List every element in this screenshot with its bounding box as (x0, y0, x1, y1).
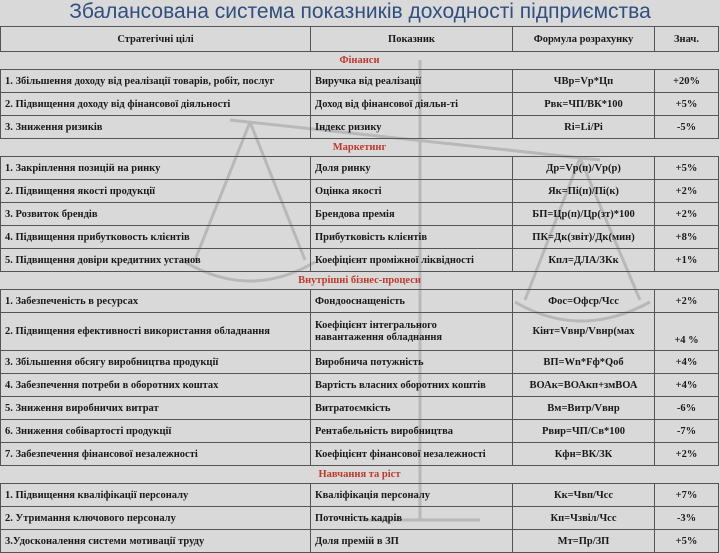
table-row (1, 443, 719, 466)
value-cell: -6% (655, 397, 719, 420)
value-cell: +4% (655, 351, 719, 374)
table-row (1, 116, 719, 139)
value-cell: +2% (655, 443, 719, 466)
formula-cell: Ri=Li/Pi (513, 116, 655, 139)
formula-cell: Кпл=ДЛА/ЗКк (513, 249, 655, 272)
page-title: Збалансована система показників доходності підприємства (69, 0, 651, 23)
indicator-cell: Доля ринку (311, 157, 513, 180)
goal-cell: 3. Розвиток брендів (1, 203, 311, 226)
table-row (1, 180, 719, 203)
indicator-cell: Рентабельність виробництва (311, 420, 513, 443)
value-cell: -7% (655, 420, 719, 443)
value-cell: +5% (655, 530, 719, 553)
section-row (1, 52, 719, 70)
table-row (1, 484, 719, 507)
formula-cell: Мт=Пр/ЗП (513, 530, 655, 553)
value-cell: +5% (655, 93, 719, 116)
table-row (1, 397, 719, 420)
value-cell: +7% (655, 484, 719, 507)
indicator-cell: Доля премій в ЗП (311, 530, 513, 553)
formula-cell: Рвир=ЧП/Св*100 (513, 420, 655, 443)
indicator-cell: Кваліфікація персоналу (311, 484, 513, 507)
indicator-cell: Оцінка якості (311, 180, 513, 203)
goal-cell: 7. Забезпечення фінансової незалежності (1, 443, 311, 466)
value-cell: +8% (655, 226, 719, 249)
formula-cell: Кк=Чвп/Чсс (513, 484, 655, 507)
goal-cell: 4. Забезпечення потреби в оборотних коштах (1, 374, 311, 397)
value-cell: +20% (655, 70, 719, 93)
goal-cell: 1. Забезпеченість в ресурсах (1, 290, 311, 313)
goal-cell: 5. Зниження виробничих витрат (1, 397, 311, 420)
formula-cell: Рвк=ЧП/ВК*100 (513, 93, 655, 116)
goal-cell: 3.Удосконалення системи мотивації труду (1, 530, 311, 553)
table-row (1, 70, 719, 93)
section-title: Навчання та ріст (1, 466, 719, 484)
goal-cell: 2. Підвищення доходу від фінансової діяльності (1, 93, 311, 116)
indicator-cell: Доход від фінансової діяльн-ті (311, 93, 513, 116)
value-cell: +4% (655, 374, 719, 397)
table-row (1, 290, 719, 313)
goal-cell: 2. Підвищення ефективності використання обладнання (1, 313, 311, 351)
goal-cell: 2. Підвищення якості продукції (1, 180, 311, 203)
formula-cell: ПК=Дк(звіт)/Дк(мин) (513, 226, 655, 249)
section-title: Маркетинг (1, 139, 719, 157)
header-formula: Формула розрахунку (513, 27, 655, 52)
value-cell: +2% (655, 290, 719, 313)
table-row (1, 93, 719, 116)
goal-cell: 5. Підвищення довіри кредитних установ (1, 249, 311, 272)
formula-cell: Як=Пі(п)/Пі(к) (513, 180, 655, 203)
indicator-cell: Фондооснащеність (311, 290, 513, 313)
value-cell: -5% (655, 116, 719, 139)
section-title: Фінанси (1, 52, 719, 70)
section-title: Внутрішні бізнес-процеси (1, 272, 719, 290)
header-row (1, 27, 719, 52)
value-cell: +5% (655, 157, 719, 180)
formula-cell: Кінт=Vвнр/Vвнр(мах (513, 313, 655, 351)
formula-cell: Кфн=ВК/ЗК (513, 443, 655, 466)
formula-cell: ВОАк=ВОАкп+змВОА (513, 374, 655, 397)
goal-cell: 3. Зниження ризиків (1, 116, 311, 139)
indicator-cell: Прибутковість клієнтів (311, 226, 513, 249)
goal-cell: 1. Збільшення доходу від реалізації товарів, робіт, послуг (1, 70, 311, 93)
table-row (1, 420, 719, 443)
value-cell: -3% (655, 507, 719, 530)
goal-cell: 3. Збільшення обсягу виробництва продукції (1, 351, 311, 374)
goal-cell: 2. Утримання ключового персоналу (1, 507, 311, 530)
section-row (1, 139, 719, 157)
table-row (1, 157, 719, 180)
value-cell: +4 % (655, 313, 719, 351)
balanced-scorecard-table (0, 26, 719, 553)
header-goal: Стратегічні цілі (1, 27, 311, 52)
formula-cell: БП=Цр(п)/Цр(зт)*100 (513, 203, 655, 226)
indicator-cell: Виробнича потужність (311, 351, 513, 374)
indicator-cell: Поточність кадрів (311, 507, 513, 530)
formula-cell: Др=Vр(п)/Vр(р) (513, 157, 655, 180)
table-row (1, 374, 719, 397)
table-row (1, 507, 719, 530)
formula-cell: Кп=Чзвіл/Чсс (513, 507, 655, 530)
header-value: Знач. (655, 27, 719, 52)
formula-cell: ЧВр=Vр*Цп (513, 70, 655, 93)
table-row (1, 226, 719, 249)
table-row (1, 249, 719, 272)
formula-cell: Фос=Офср/Чсс (513, 290, 655, 313)
table-row (1, 203, 719, 226)
table-row (1, 313, 719, 351)
goal-cell: 4. Підвищення прибутковость клієнтів (1, 226, 311, 249)
value-cell: +1% (655, 249, 719, 272)
indicator-cell: Вартість власних оборотних коштів (311, 374, 513, 397)
indicator-cell: Коефіцієнт фінансової незалежності (311, 443, 513, 466)
value-cell: +2% (655, 203, 719, 226)
indicator-cell: Індекс ризику (311, 116, 513, 139)
table-row (1, 530, 719, 553)
value-cell: +2% (655, 180, 719, 203)
goal-cell: 1. Закріплення позицій на ринку (1, 157, 311, 180)
indicator-cell: Виручка від реалізації (311, 70, 513, 93)
section-row (1, 466, 719, 484)
formula-cell: Вм=Витр/Vвнр (513, 397, 655, 420)
goal-cell: 1. Підвищення кваліфікації персоналу (1, 484, 311, 507)
goal-cell: 6. Зниження собівартості продукції (1, 420, 311, 443)
indicator-cell: Коефіцієнт інтегрального навантаження обладнання (311, 313, 513, 351)
table-row (1, 351, 719, 374)
indicator-cell: Брендова премія (311, 203, 513, 226)
indicator-cell: Витратоємкість (311, 397, 513, 420)
section-row (1, 272, 719, 290)
formula-cell: ВП=Wn*Fф*Qоб (513, 351, 655, 374)
header-indicator: Показник (311, 27, 513, 52)
indicator-cell: Коефіцієнт проміжної ліквідності (311, 249, 513, 272)
